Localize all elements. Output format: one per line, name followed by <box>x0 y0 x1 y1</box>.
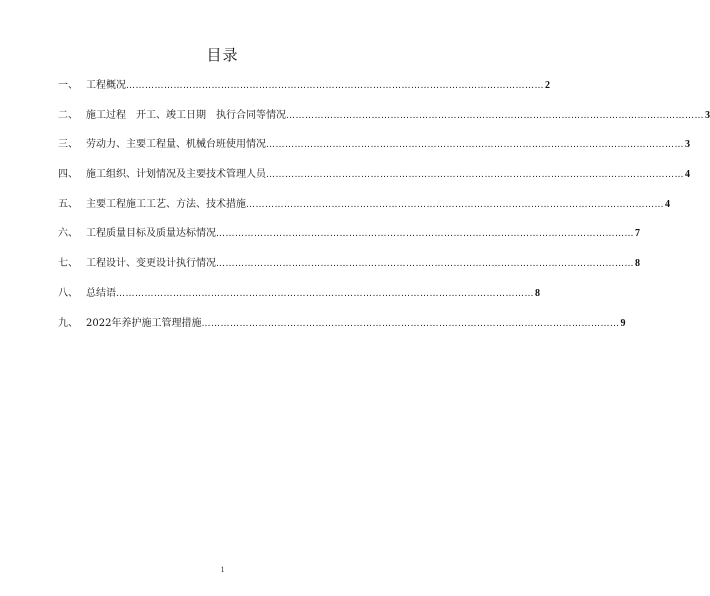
toc-leader-dots: …………………………………………………………………………………………………………………… <box>116 288 534 299</box>
toc-leader-dots: …………………………………………………………………………………………………………………… <box>201 318 620 329</box>
toc-entry-page: 4 <box>685 169 690 181</box>
toc-leader-dots: …………………………………………………………………………………………………………………… <box>266 170 684 181</box>
toc-leader-dots: …………………………………………………………………………………………………………………… <box>126 81 544 91</box>
page-number-footer: 1 <box>220 565 225 574</box>
toc-entry[interactable] <box>58 198 670 229</box>
toc-title: 目录 <box>206 46 239 64</box>
toc-leader-dots: …………………………………………………………………………………………………………………… <box>286 110 704 121</box>
toc-leader-dots: …………………………………………………………………………………………………………………… <box>216 229 634 240</box>
toc-entry-title: 劳动力、主要工程量、机械台班使用情况 <box>86 139 266 151</box>
toc-entry-number: 七、 <box>58 258 78 270</box>
toc-entry-page: 3 <box>705 109 710 121</box>
toc-entry-number: 四、 <box>58 169 78 181</box>
toc-entry-number: 一、 <box>58 80 78 91</box>
toc-entry-page: 3 <box>685 139 690 151</box>
toc-entry[interactable] <box>58 109 710 140</box>
toc-leader-dots: …………………………………………………………………………………………………………………… <box>266 140 684 151</box>
toc-entry-title: 施工组织、计划情况及主要技术管理人员 <box>86 169 266 181</box>
toc-entry-page: 2 <box>545 80 550 91</box>
toc-entry-number: 五、 <box>58 198 78 210</box>
toc-leader-dots: …………………………………………………………………………………………………………………… <box>216 259 634 270</box>
toc-entry-title: 工程概况 <box>86 80 126 91</box>
toc-entry-number: 九、 <box>58 317 78 329</box>
toc-entry-number: 二、 <box>58 109 78 121</box>
toc-entry[interactable] <box>58 139 690 169</box>
toc-entry[interactable] <box>58 317 626 348</box>
toc-entry-number: 八、 <box>58 287 78 299</box>
toc-entry[interactable] <box>58 80 550 110</box>
toc-entry-page: 8 <box>635 258 640 270</box>
toc-entry-title: 施工过程 开工、竣工日期 执行合同等情况 <box>86 109 286 121</box>
toc-leader-dots: …………………………………………………………………………………………………………………… <box>246 199 664 210</box>
toc-entry-number: 六、 <box>58 228 78 240</box>
toc-entry[interactable] <box>58 169 690 199</box>
toc-list <box>58 80 710 347</box>
toc-entry-page: 4 <box>665 198 670 210</box>
toc-entry-title: 工程设计、变更设计执行情况 <box>86 258 216 270</box>
toc-entry-page: 7 <box>635 228 640 240</box>
toc-entry[interactable] <box>58 287 540 318</box>
toc-entry-title: 总结语 <box>86 287 116 299</box>
toc-entry-title: 工程质量目标及质量达标情况 <box>86 228 216 240</box>
toc-entry[interactable] <box>58 228 640 258</box>
toc-entry-page: 8 <box>535 287 540 299</box>
toc-entry[interactable] <box>58 258 640 288</box>
toc-entry-title: 2022年养护施工管理措施 <box>86 317 202 329</box>
toc-entry-title: 主要工程施工工艺、方法、技术措施 <box>86 198 246 210</box>
toc-entry-page: 9 <box>620 317 626 329</box>
toc-entry-number: 三、 <box>58 139 78 151</box>
